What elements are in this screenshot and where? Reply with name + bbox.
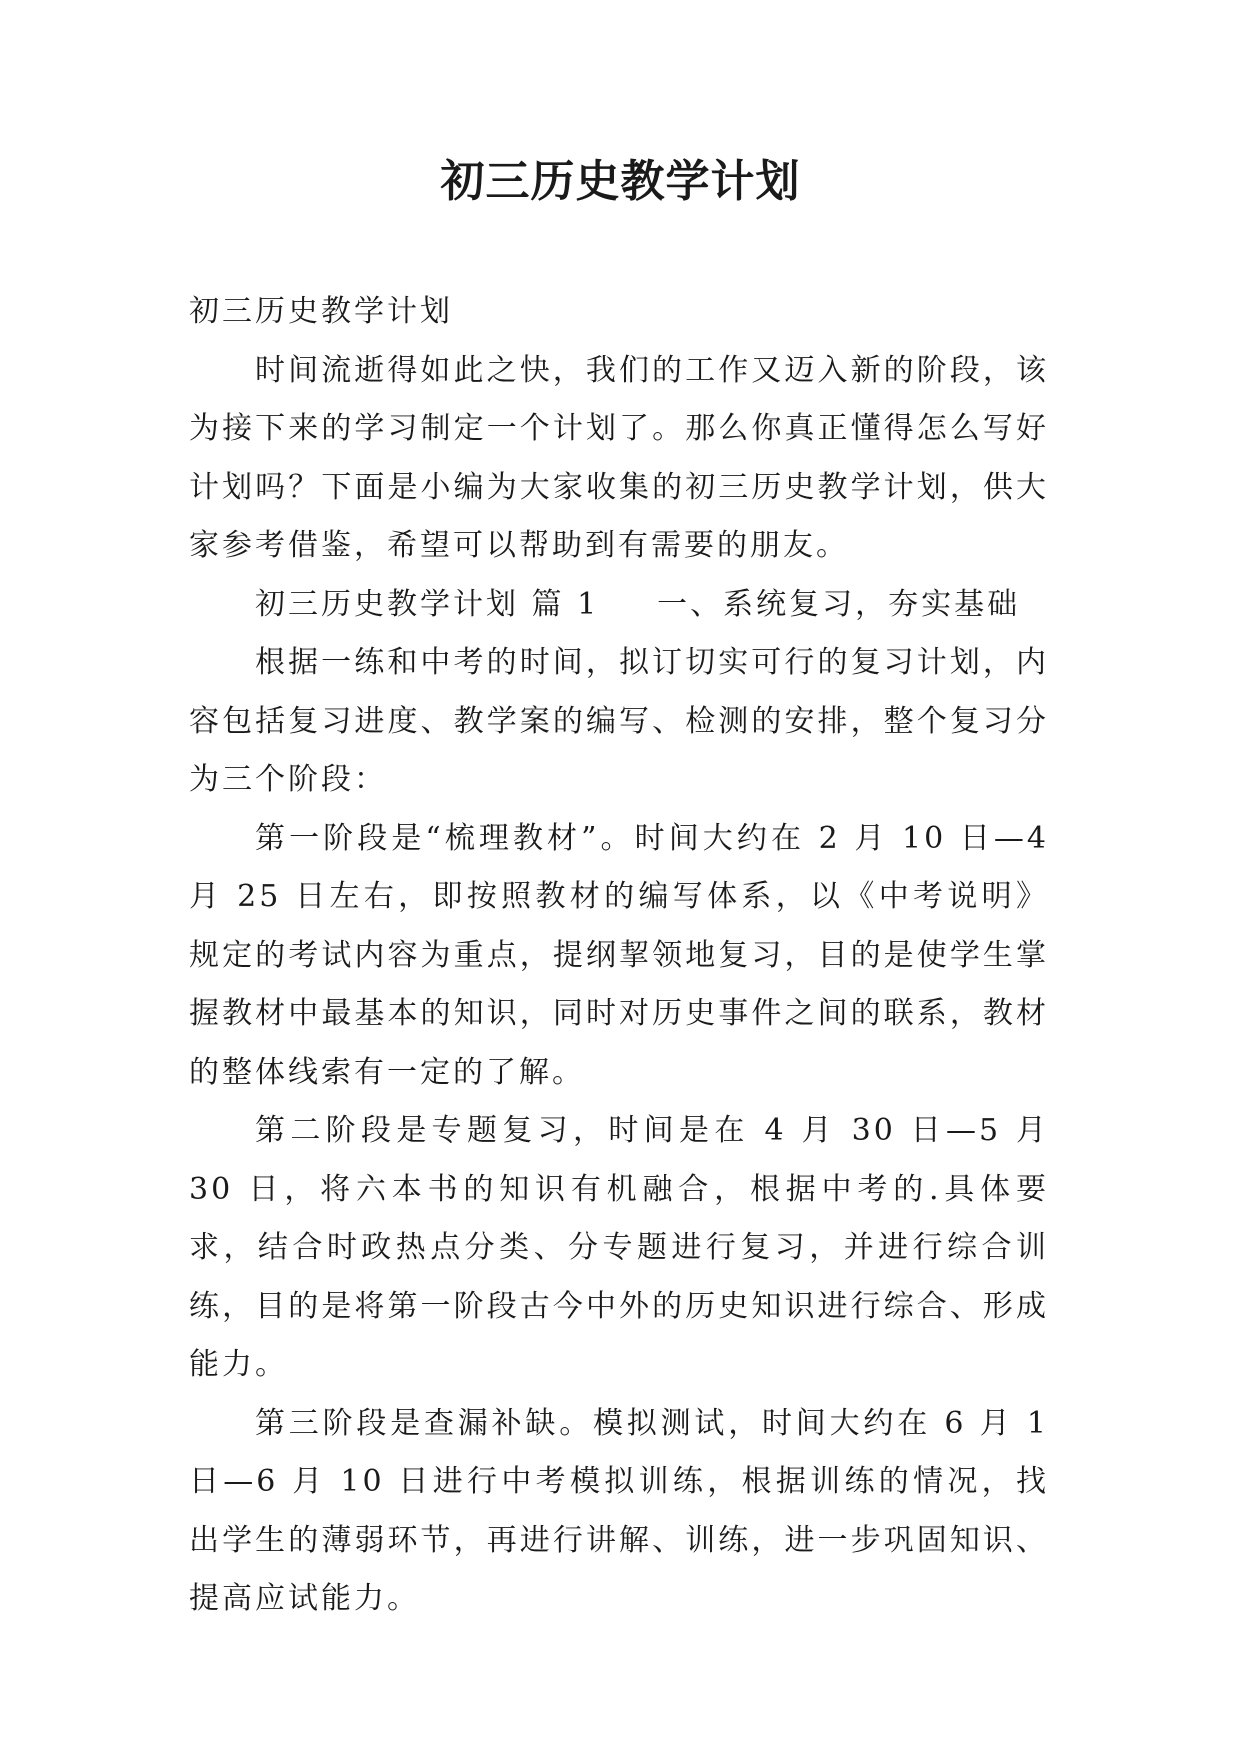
stage-two-paragraph: 第二阶段是专题复习，时间是在 4 月 30 日—5 月 30 日，将六本书的知识有机融合，根据中考的.具体要求，结合时政热点分类、分专题进行复习，并进行综合训练，目的是将第一阶段古今中外的历史知识进行综合、形成能力。 <box>189 1113 1049 1382</box>
document-body <box>189 283 1049 1629</box>
document-title: 初三历史教学计划 <box>440 156 801 207</box>
stage-three-paragraph: 第三阶段是查漏补缺。模拟测试，时间大约在 6 月 1 日—6 月 10 日进行中考模拟训练，根据训练的情况，找出学生的薄弱环节，再进行讲解、训练，进一步巩固知识、提高应试能力。 <box>189 1405 1049 1616</box>
section-header-line <box>189 576 1049 635</box>
section-label: 初三历史教学计划 篇 1 <box>255 586 600 622</box>
stage-one-paragraph: 第一阶段是“梳理教材”。时间大约在 2 月 10 日—4 月 25 日左右，即按照教材的编写体系，以《中考说明》规定的考试内容为重点，提纲挈领地复习，目的是使学生掌握教材中最基本的知识，同时对历史事件之间的联系，教材的整体线索有一定的了解。 <box>189 820 1049 1090</box>
intro-paragraph: 时间流逝得如此之快，我们的工作又迈入新的阶段，该为接下来的学习制定一个计划了。那么你真正懂得怎么写好计划吗？下面是小编为大家收集的初三历史教学计划，供大家参考借鉴，希望可以帮助到有需要的朋友。 <box>189 352 1049 563</box>
plan-paragraph: 根据一练和中考的时间，拟订切实可行的复习计划，内容包括复习进度、教学案的编写、检测的安排，整个复习分为三个阶段： <box>189 645 1049 797</box>
document-subtitle: 初三历史教学计划 <box>189 294 453 329</box>
section-heading: 一、系统复习，夯实基础 <box>657 586 1021 622</box>
